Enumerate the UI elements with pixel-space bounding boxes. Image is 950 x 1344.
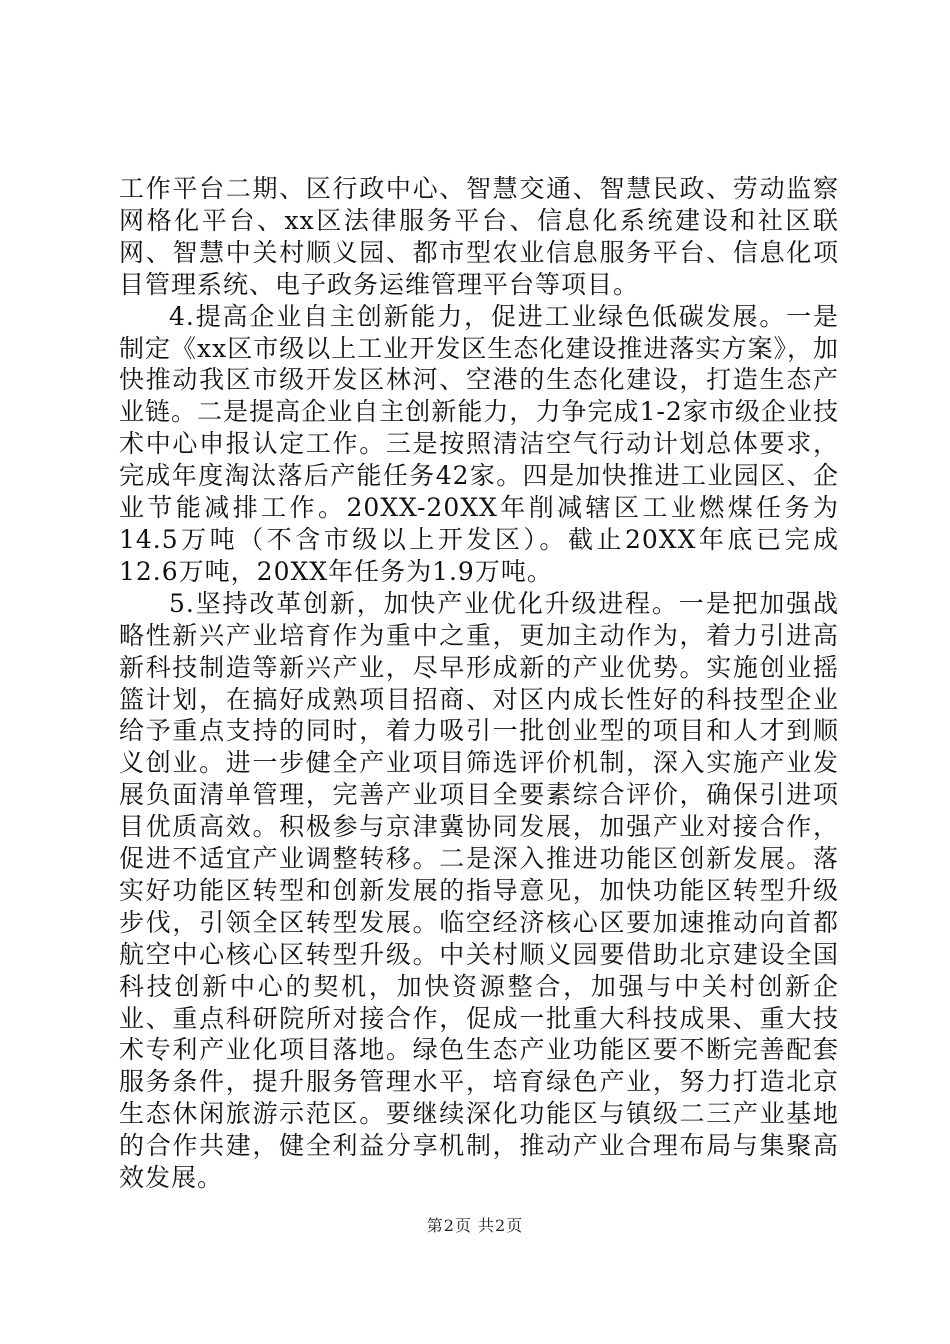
document-body	[119, 173, 839, 1194]
paragraph-item-4: 4.提高企业自主创新能力，促进工业绿色低碳发展。一是制定《xx区市级以上工业开发区生态化建设推进落实方案》，加快推动我区市级开发区林河、空港的生态化建设，打造生态产业链。二是提高企业自主创新能力，力争完成1-2家市级企业技术中心申报认定工作。三是按照清洁空气行动计划总体要求，完成年度淘汰落后产能任务42家。四是加快推进工业园区、企业节能减排工作。20XX-20XX年削减辖区工业燃煤任务为14.5万吨（不含市级以上开发区）。截止20XX年底已完成12.6万吨，20XX年任务为1.9万吨。	[119, 301, 839, 586]
page-number-footer: 第2页 共2页	[426, 1216, 524, 1235]
paragraph-continuation: 工作平台二期、区行政中心、智慧交通、智慧民政、劳动监察网格化平台、xx区法律服务平台、信息化系统建设和社区联网、智慧中关村顺义园、都市型农业信息服务平台、信息化项目管理系统、电子政务运维管理平台等项目。	[119, 174, 839, 299]
paragraph-item-5: 5.坚持改革创新，加快产业优化升级进程。一是把加强战略性新兴产业培育作为重中之重，更加主动作为，着力引进高新科技制造等新兴产业，尽早形成新的产业优势。实施创业摇篮计划，在搞好成熟项目招商、对区内成长性好的科技型企业给予重点支持的同时，着力吸引一批创业型的项目和人才到顺义创业。进一步健全产业项目筛选评价机制，深入实施产业发展负面清单管理，完善产业项目全要素综合评价，确保引进项目优质高效。积极参与京津冀协同发展，加强产业对接合作，促进不适宜产业调整转移。二是深入推进功能区创新发展。落实好功能区转型和创新发展的指导意见，加快功能区转型升级步伐，引领全区转型发展。临空经济核心区要加速推动向首都航空中心核心区转型升级。中关村顺义园要借助北京建设全国科技创新中心的契机，加快资源整合，加强与中关村创新企业、重点科研院所对接合作，促成一批重大科技成果、重大技术专利产业化项目落地。绿色生态产业功能区要不断完善配套服务条件，提升服务管理水平，培育绿色产业，努力打造北京生态休闲旅游示范区。要继续深化功能区与镇级二三产业基地的合作共建，健全利益分享机制，推动产业合理布局与集聚高效发展。	[119, 588, 839, 1193]
